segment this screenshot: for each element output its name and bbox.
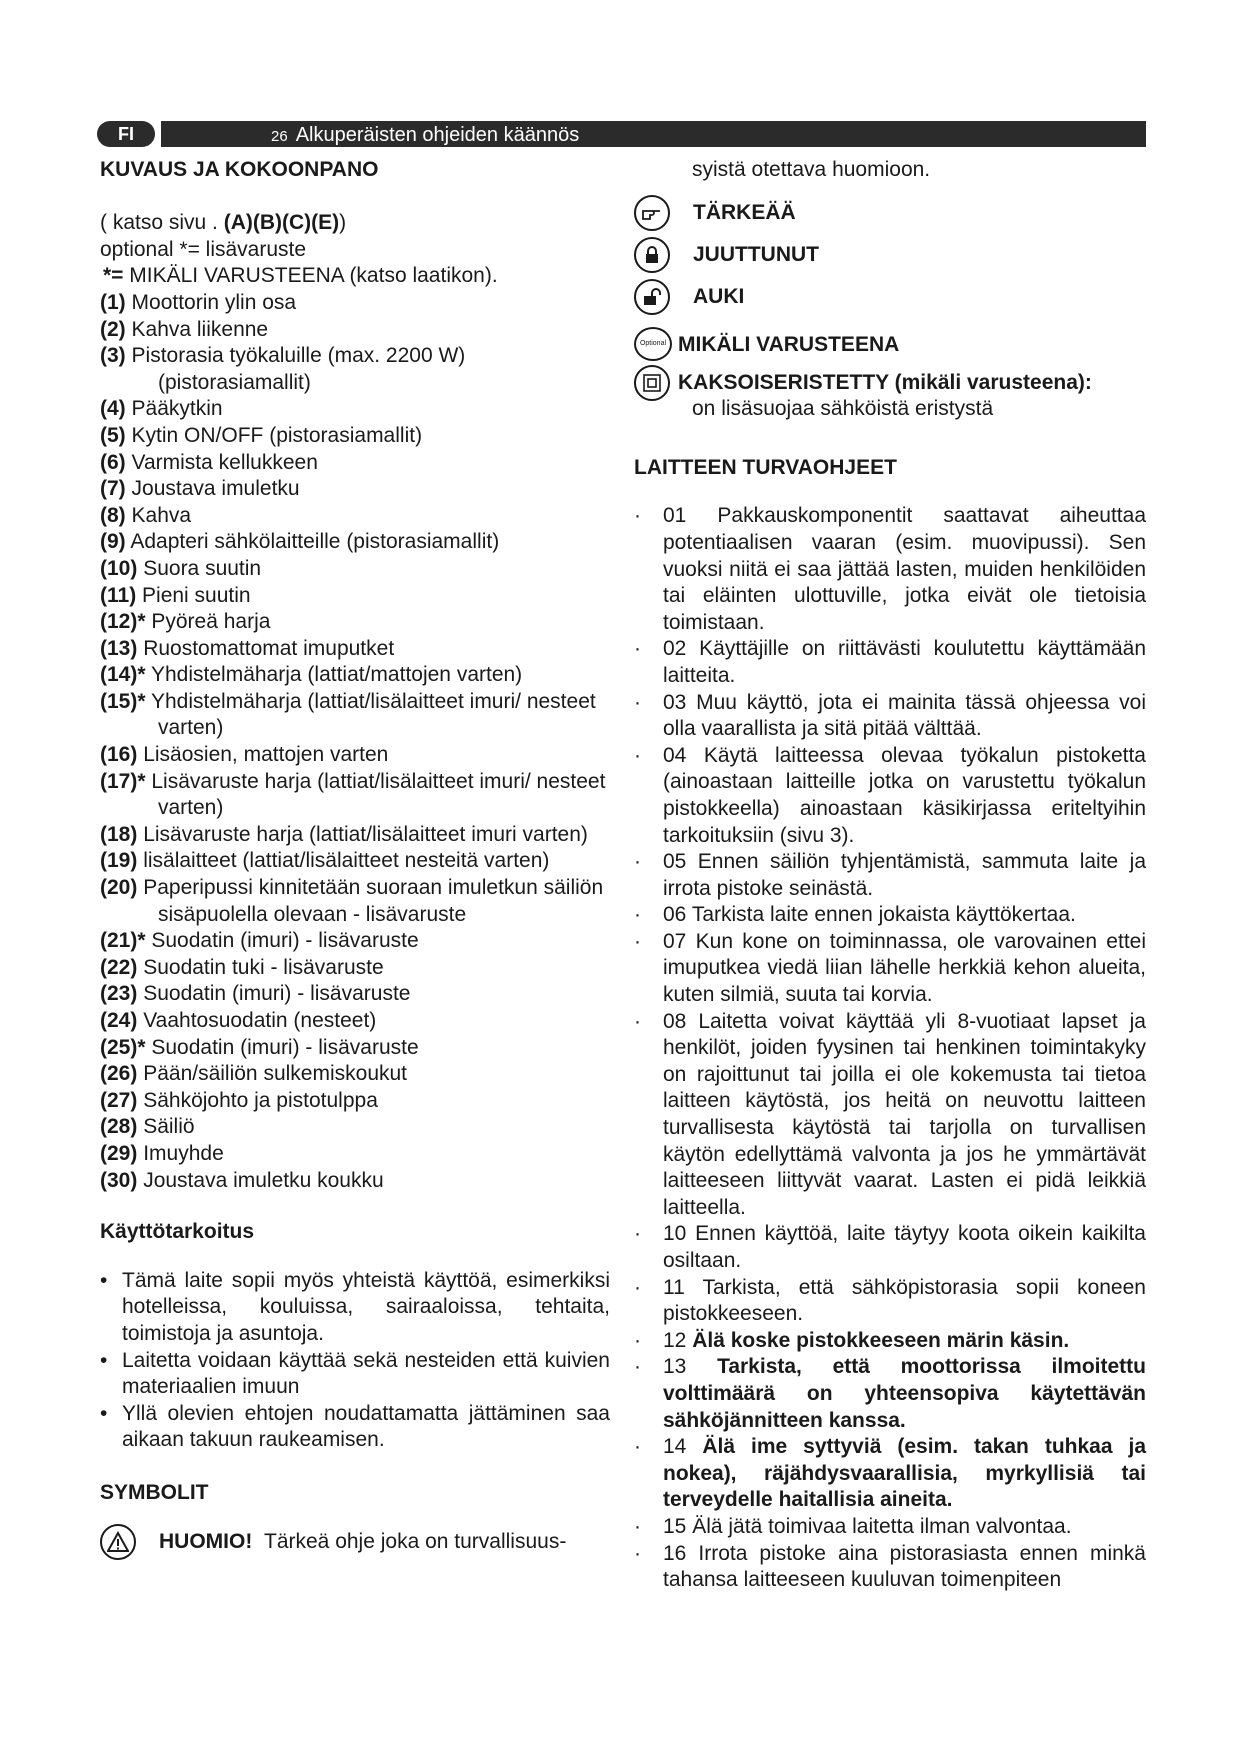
item-number: (21)* <box>100 929 146 953</box>
item-number: (20) <box>100 876 138 900</box>
rule-text: Tarkista laite ennen jokaista käyttökertaa. <box>691 903 1076 927</box>
item-text: Imuyhde <box>143 1141 224 1165</box>
list-item <box>100 822 610 849</box>
list-item <box>634 1328 1146 1355</box>
list-item <box>634 1541 1146 1594</box>
symbol-huomio <box>100 1529 610 1556</box>
section-heading-turvaohjeet: LAITTEEN TURVAOHJEET <box>634 455 897 479</box>
item-text: Paperipussi kinnitetään suoraan imuletkun säiliön sisäpuolella olevaan - lisävaruste <box>143 876 604 926</box>
rule-bullet: · <box>634 929 641 953</box>
list-item <box>100 955 610 982</box>
rule-number: 14 <box>663 1435 687 1459</box>
rule-number: 12 <box>663 1328 687 1352</box>
symbol-label: AUKI <box>693 284 745 308</box>
item-number: (24) <box>100 1009 138 1032</box>
list-item <box>100 1141 610 1168</box>
list-item <box>100 981 610 1008</box>
list-item <box>100 556 610 583</box>
item-number: (22) <box>100 955 138 979</box>
item-text: Pyöreä harja <box>151 610 271 634</box>
section-heading-kuvaus: KUVAUS JA KOKOONPANO <box>100 158 379 181</box>
item-text: Pääkytkin <box>131 397 223 421</box>
huomio-label: HUOMIO! <box>159 1529 253 1553</box>
item-number: (9) <box>100 530 126 554</box>
list-item <box>100 1168 610 1195</box>
list-item <box>634 902 1146 929</box>
list-item <box>100 396 610 423</box>
item-number: (23) <box>100 982 138 1006</box>
item-text: Suora suutin <box>143 556 262 580</box>
list-item <box>634 743 1146 849</box>
item-text: Kytin ON/OFF (pistorasiamallit) <box>131 423 423 447</box>
item-text: Joustava imuletku <box>131 477 300 501</box>
optional-icon: Optional <box>634 327 672 361</box>
section-heading-kayttotarkoitus: Käyttötarkoitus <box>100 1220 255 1244</box>
rule-bullet: · <box>634 1009 641 1033</box>
header-title <box>271 121 579 147</box>
huomio-text: Tärkeä ohje joka on turvallisuus- <box>264 1529 567 1553</box>
list-item <box>100 636 610 663</box>
list-item <box>100 689 610 742</box>
rule-number: 15 <box>663 1514 687 1538</box>
item-text: Varmista kellukkeen <box>131 450 318 474</box>
language-badge: FI <box>97 121 155 147</box>
item-number: (15)* <box>100 689 146 713</box>
item-number: (10) <box>100 556 138 580</box>
list-item: • Yllä olevien ehtojen noudattamatta jättäminen saa aikaan takuun raukeamisen. <box>100 1401 610 1454</box>
item-text: Kahva <box>131 503 192 527</box>
item-number: (13) <box>100 636 138 660</box>
huomio-continued: syistä otettava huomioon. <box>692 158 931 181</box>
mikali-line: *= MIKÄLI VARUSTEENA (katso laatikon). <box>103 264 498 288</box>
list-item <box>100 662 610 689</box>
optional-label: MIKÄLI VARUSTEENA <box>678 332 900 356</box>
list-item <box>100 928 610 955</box>
item-text: Adapteri sähkölaitteille (pistorasiamallit) <box>130 530 500 554</box>
rule-text: Älä koske pistokkeeseen märin käsin. <box>692 1328 1070 1352</box>
list-item <box>100 290 610 317</box>
item-number: (12)* <box>100 610 146 634</box>
item-text: Säiliö <box>143 1115 195 1139</box>
rule-bullet: · <box>634 1222 641 1246</box>
item-text: Suodatin (imuri) - lisävaruste <box>143 982 411 1006</box>
see-page-line: ( katso sivu . (A)(B)(C)(E)) <box>100 211 347 235</box>
list-item <box>100 1114 610 1141</box>
rule-bullet: · <box>634 1355 641 1379</box>
list-item <box>100 317 610 344</box>
item-text: Suodatin (imuri) - lisävaruste <box>151 929 419 953</box>
rule-text: Kun kone on toiminnassa, ole varovainen ettei imuputkea viedä liian lähelle herkkiä kehon alueita, kuten silmiä, suuta tai korvia. <box>663 929 1146 1007</box>
list-item <box>100 1035 610 1062</box>
list-item <box>634 849 1146 902</box>
page-number: 26 <box>271 128 288 145</box>
left-column <box>100 157 610 1555</box>
rule-number: 02 <box>663 637 687 661</box>
list-item <box>634 690 1146 743</box>
right-column <box>634 157 1146 1594</box>
parts-list <box>100 290 610 1194</box>
rule-bullet: · <box>634 1275 641 1299</box>
list-item <box>634 1434 1146 1514</box>
double-insulated-label: KAKSOISERISTETTY (mikäli varusteena): <box>678 370 1092 394</box>
item-text: Lisävaruste harja (lattiat/lisälaitteet imuri/ nesteet varten) <box>151 769 606 820</box>
item-number: (2) <box>100 317 126 341</box>
item-text: Pieni suutin <box>142 583 251 607</box>
rule-number: 04 <box>663 743 687 767</box>
rule-text: Ennen säiliön tyhjentämistä, sammuta laite ja irrota pistoke seinästä. <box>663 850 1146 900</box>
symbol-tarkeaa <box>634 200 1146 242</box>
list-item <box>634 1009 1146 1222</box>
rule-bullet: · <box>634 504 641 528</box>
list-item <box>100 450 610 477</box>
rule-text: Laitetta voivat käyttää yli 8-vuotiaat lapset ja henkilöt, joiden fyysinen tai henkinen toimintakyky on rajoittunut tai joilla ei ole kokemusta tai tietoa laitteen käytöstä, jos heitä on neuvottu laitteen turvallisesta käytöstä tai tarjolla on turvallisen käytön edellyttämä valvonta ja jos he ymmärtävät laitteeseen liittyvät vaarat. Lasten ei pidä leikkiä laitteella. <box>663 1009 1146 1219</box>
item-number: (27) <box>100 1088 138 1112</box>
list-item <box>100 1088 610 1115</box>
list-item <box>634 1514 1146 1541</box>
rule-number: 01 <box>663 504 687 528</box>
list-item <box>100 875 610 928</box>
rule-text: Käyttäjille on riittävästi koulutettu käyttämään laitteita. <box>663 637 1147 687</box>
item-text: Yhdistelmäharja (lattiat/mattojen varten) <box>151 663 523 687</box>
rule-number: 13 <box>663 1355 687 1379</box>
list-item <box>100 503 610 530</box>
safety-list <box>634 503 1146 1593</box>
list-item <box>634 1221 1146 1274</box>
item-number: (17)* <box>100 769 146 793</box>
list-item <box>100 343 610 396</box>
list-item <box>100 583 610 610</box>
list-item <box>634 503 1146 636</box>
rule-text: Älä ime syttyviä (esim. takan tuhkaa ja nokea), räjähdysvaarallisia, myrkyllisiä tai terveydelle haitallisia aineita. <box>663 1435 1147 1512</box>
rule-bullet: · <box>634 850 641 874</box>
rule-bullet: · <box>634 743 641 767</box>
rule-text: Tarkista, että moottorissa ilmoitettu volttimäärä on yhteensopiva käytettävän sähköjännitteen kanssa. <box>663 1355 1146 1432</box>
item-number: (5) <box>100 423 126 447</box>
list-item <box>634 1354 1146 1434</box>
rule-number: 06 <box>663 903 687 927</box>
item-number: (4) <box>100 397 126 421</box>
rule-bullet: · <box>634 1328 641 1352</box>
symbol-auki <box>634 284 1146 332</box>
item-text: Vaahtosuodatin (nesteet) <box>143 1009 377 1032</box>
item-text: Joustava imuletku koukku <box>143 1168 384 1192</box>
list-item <box>100 769 610 822</box>
unlocked-icon <box>634 279 670 315</box>
symbol-double-insulated <box>634 370 1146 423</box>
item-text: Suodatin (imuri) - lisävaruste <box>151 1035 419 1059</box>
list-item <box>634 929 1146 1009</box>
rule-text: Käytä laitteessa olevaa työkalun pistoketta (ainoastaan laitteille jotka on varustettu työkalun pistokkeella) ainoastaan käsikirjassa eriteltyihin tarkoituksiin (sivu 3). <box>663 743 1146 847</box>
list-item <box>100 476 610 503</box>
list-item: • Laitetta voidaan käyttää sekä nesteiden että kuivien materiaalien imuun <box>100 1348 610 1401</box>
item-number: (25)* <box>100 1035 146 1059</box>
item-text: Pistorasia työkaluille (max. 2200 W) (pistorasiamallit) <box>131 344 466 394</box>
item-text: lisälaitteet (lattiat/lisälaitteet nesteitä varten) <box>143 849 550 873</box>
rule-text: Pakkauskomponentit saattavat aiheuttaa potentiaalisen vaaran (esim. muovipussi). Sen vuoksi niitä ei saa jättää lasten, muiden henkilöiden tai eläinten ulottuville, jotka eivät ole tietoisia toimistaan. <box>663 504 1147 634</box>
symbol-label: TÄRKEÄÄ <box>693 200 796 224</box>
item-text: Yhdistelmäharja (lattiat/lisälaitteet imuri/ nesteet varten) <box>151 689 596 740</box>
warning-triangle-icon <box>100 1524 136 1560</box>
symbol-optional <box>634 332 1146 370</box>
item-text: Lisäosien, mattojen varten <box>143 743 389 767</box>
item-text: Sähköjohto ja pistotulppa <box>143 1088 378 1112</box>
list-item <box>100 848 610 875</box>
rule-number: 05 <box>663 850 687 874</box>
item-number: (6) <box>100 450 126 474</box>
rule-bullet: · <box>634 1541 641 1565</box>
item-text: Moottorin ylin osa <box>131 290 297 314</box>
rule-bullet: · <box>634 637 641 661</box>
list-item <box>100 1008 610 1035</box>
item-number: (7) <box>100 477 126 501</box>
list-item <box>100 609 610 636</box>
rule-bullet: · <box>634 1514 641 1538</box>
rule-text: Irrota pistoke aina pistorasiasta ennen minkä tahansa laitteeseen kuuluvan toimenpiteen <box>663 1541 1146 1592</box>
rule-text: Muu käyttö, jota ei mainita tässä ohjeessa voi olla vaarallista ja sitä pitää välttää. <box>663 690 1146 741</box>
section-heading-symbolit: SYMBOLIT <box>100 1480 209 1504</box>
list-item <box>100 423 610 450</box>
item-number: (14)* <box>100 663 146 687</box>
item-number: (16) <box>100 743 138 767</box>
item-number: (28) <box>100 1115 138 1139</box>
item-number: (19) <box>100 849 138 873</box>
list-item <box>100 529 610 556</box>
item-text: Lisävaruste harja (lattiat/lisälaitteet imuri varten) <box>143 822 588 846</box>
rule-text: Ennen käyttöä, laite täytyy koota oikein kaikilta osiltaan. <box>663 1222 1146 1272</box>
optional-line: optional *= lisävaruste <box>100 237 307 261</box>
item-text: Kahva liikenne <box>131 317 269 341</box>
item-number: (18) <box>100 822 138 846</box>
list-item <box>100 1061 610 1088</box>
item-number: (26) <box>100 1062 138 1086</box>
item-text: Ruostomattomat imuputket <box>143 636 395 660</box>
rule-bullet: · <box>634 903 641 927</box>
rule-bullet: · <box>634 1435 641 1459</box>
item-text: Suodatin tuki - lisävaruste <box>143 955 384 979</box>
item-number: (1) <box>100 290 126 314</box>
item-number: (3) <box>100 344 126 368</box>
list-item: • Tämä laite sopii myös yhteistä käyttöä, esimerkiksi hotelleissa, kouluissa, sairaaloissa, tehtaita, toimistoja ja asuntoja. <box>100 1268 610 1348</box>
rule-number: 08 <box>663 1009 687 1033</box>
page-header <box>97 121 1146 147</box>
locked-icon <box>634 237 670 273</box>
item-text: Pään/säiliön sulkemiskoukut <box>143 1062 408 1086</box>
use-list <box>100 1268 610 1454</box>
item-number: (11) <box>100 583 137 607</box>
double-insulated-text: on lisäsuojaa sähköistä eristystä <box>692 397 994 421</box>
rule-text: Tarkista, että sähköpistorasia sopii koneen pistokkeeseen. <box>663 1275 1146 1326</box>
rule-number: 03 <box>663 690 687 714</box>
header-title-text: Alkuperäisten ohjeiden käännös <box>295 124 580 146</box>
symbol-juuttunut <box>634 242 1146 284</box>
rule-number: 10 <box>663 1222 687 1246</box>
item-number: (8) <box>100 503 126 527</box>
rule-text: Älä jätä toimivaa laitetta ilman valvontaa. <box>692 1514 1072 1538</box>
item-number: (30) <box>100 1168 138 1192</box>
rule-number: 16 <box>663 1541 687 1565</box>
list-item <box>634 636 1146 689</box>
list-item <box>634 1275 1146 1328</box>
list-item <box>100 742 610 769</box>
rule-number: 07 <box>663 929 687 953</box>
double-insulation-icon <box>634 365 670 401</box>
item-number: (29) <box>100 1141 138 1165</box>
rule-number: 11 <box>663 1275 685 1299</box>
symbol-label: JUUTTUNUT <box>693 242 819 266</box>
rule-bullet: · <box>634 690 641 714</box>
pointing-hand-icon <box>634 195 670 231</box>
